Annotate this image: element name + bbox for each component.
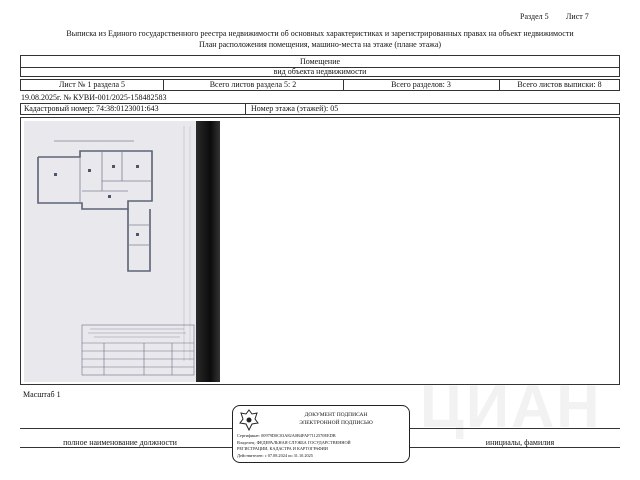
scale-label: Масштаб 1 xyxy=(23,390,61,399)
stamp-subheading: ЭЛЕКТРОННОЙ ПОДПИСЬЮ xyxy=(299,420,373,426)
stamp-owner-cont: РЕГИСТРАЦИИ, КАДАСТРА И КАРТОГРАФИИ xyxy=(237,446,328,451)
total-sections: Всего разделов: 3 xyxy=(391,80,451,89)
cadastral-number: Кадастровый номер: 74:38:0123001:643 xyxy=(24,104,159,113)
position-label: полное наименование должности xyxy=(63,438,177,447)
sheet-number: Лист 7 xyxy=(566,12,589,21)
floor-number: Номер этажа (этажей): 05 xyxy=(251,104,339,113)
watermark: ЦИАН xyxy=(420,373,602,440)
divider xyxy=(245,104,246,114)
object-type-caption: вид объекта недвижимости xyxy=(273,67,367,76)
sheet-info-row xyxy=(20,79,620,91)
document-subtitle: План расположения помещения, машино-места на этаже (плане этажа) xyxy=(198,40,442,49)
object-type-box xyxy=(20,55,620,77)
stamp-certificate: Сертификат: 00979D0C03A82A0B4FAF7112570EEDB xyxy=(237,433,336,438)
stamp-heading: ДОКУМЕНТ ПОДПИСАН xyxy=(304,412,368,418)
stamp-validity: Действителен: с 07.08.2024 по 31.10.2025 xyxy=(237,453,313,458)
document-title: Выписка из Единого государственного реестра недвижимости об основных характеристиках и зарегистрированных правах на объект недвижимости xyxy=(66,29,574,38)
cadastral-row xyxy=(20,103,620,115)
e-signature-stamp xyxy=(232,405,410,463)
floor-plan-image xyxy=(24,121,220,382)
sheet-of-section: Лист № 1 раздела 5 xyxy=(58,80,126,89)
stamp-owner: Владелец: ФЕДЕРАЛЬНАЯ СЛУЖБА ГОСУДАРСТВЕННОЙ xyxy=(237,440,351,445)
floor-plan-drawing xyxy=(24,121,220,382)
total-sheets-section: Всего листов раздела 5: 2 xyxy=(209,80,297,89)
extract-date-number: 19.08.2025г. № КУВИ-001/2025-158482583 xyxy=(21,93,167,102)
signature-label: инициалы, фамилия xyxy=(485,438,555,447)
section-number: Раздел 5 xyxy=(520,12,549,21)
object-type-name: Помещение xyxy=(299,57,341,66)
emblem-icon xyxy=(239,409,259,431)
total-sheets-extract: Всего листов выписки: 8 xyxy=(517,80,602,89)
